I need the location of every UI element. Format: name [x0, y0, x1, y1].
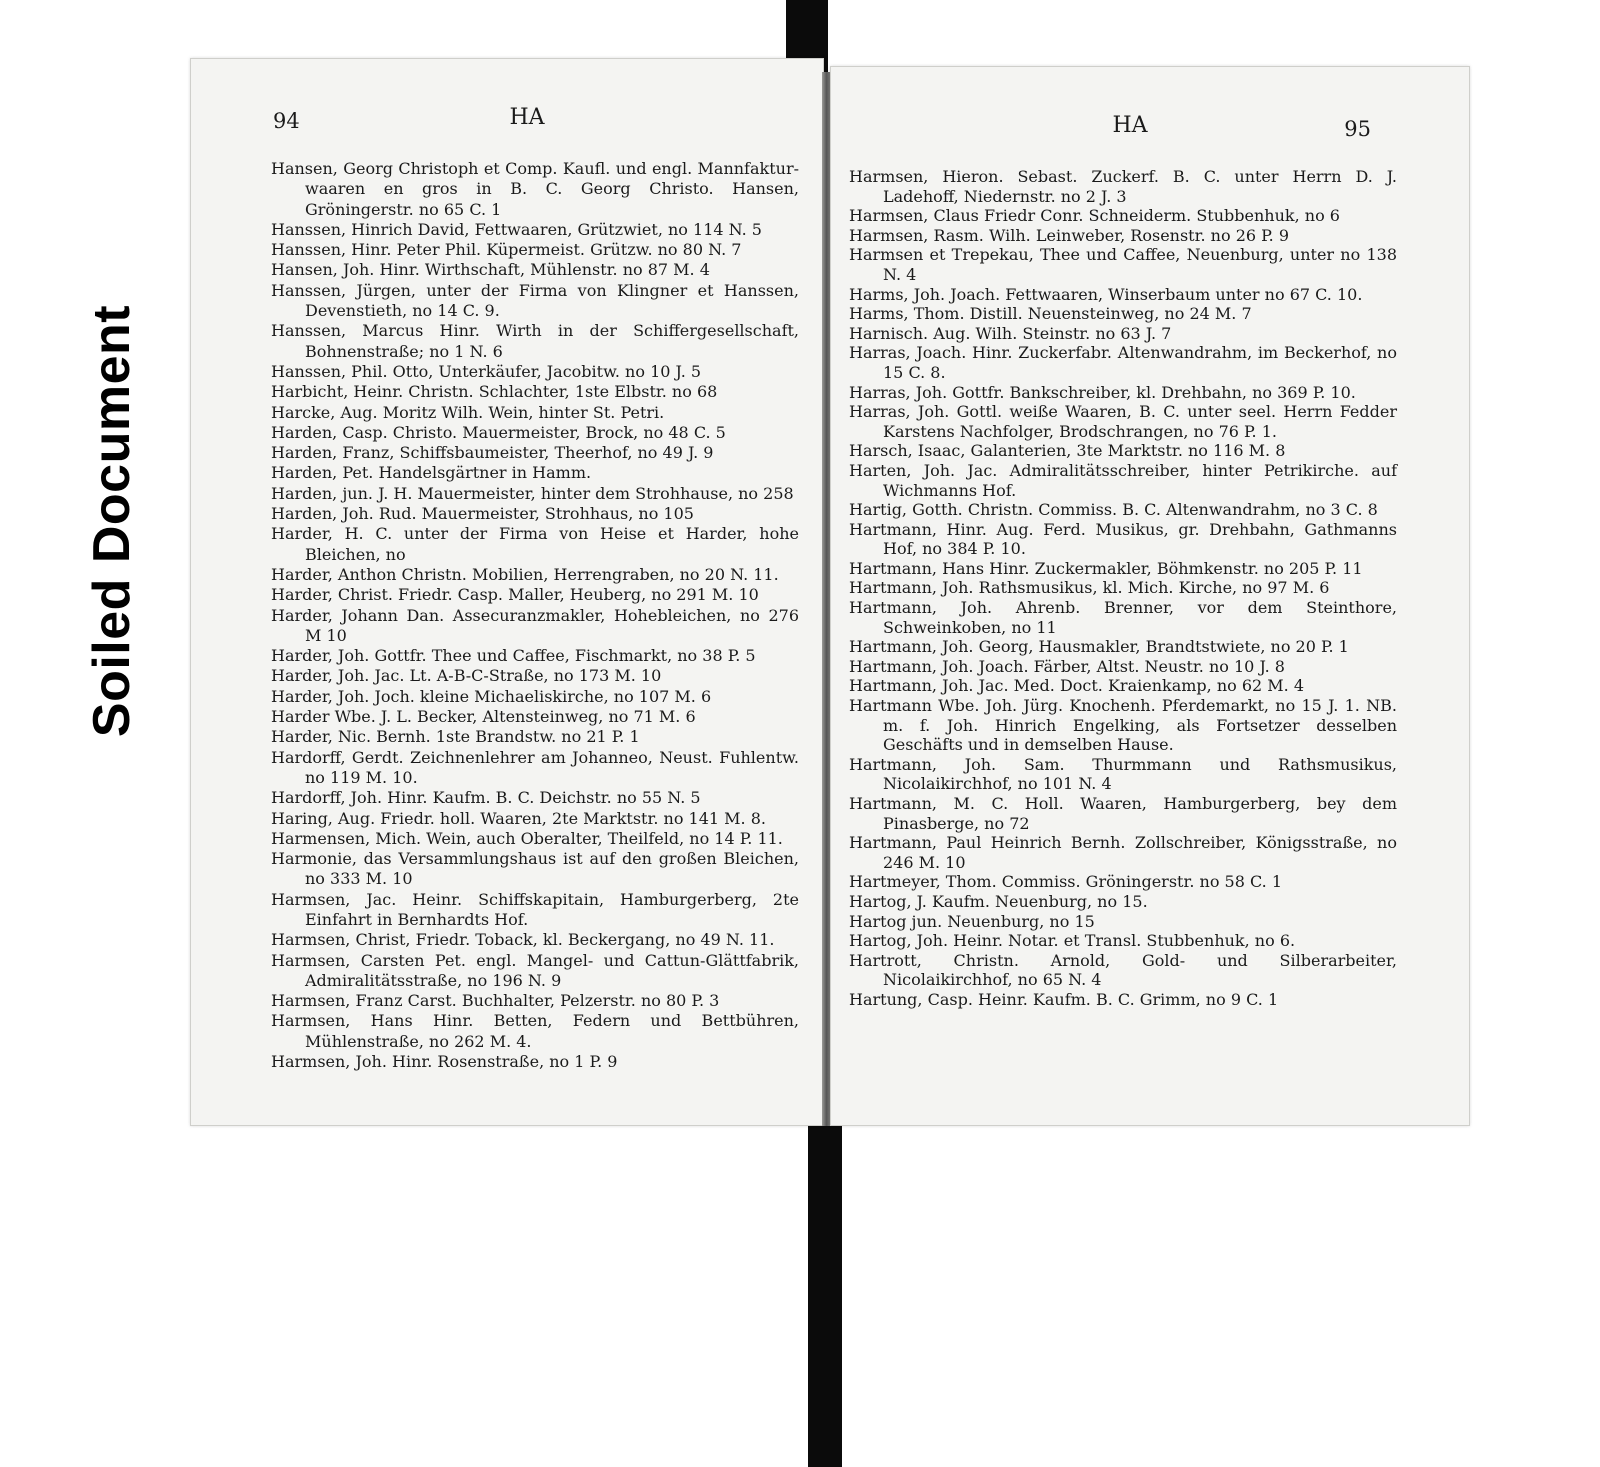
directory-entry: Hartig, Gotth. Christn. Commiss. B. C. Altenwandrahm, no 3 C. 8 [849, 500, 1378, 520]
directory-entry: Hansen, Georg Christoph et Comp. Kaufl. und engl. Mannfaktur-waaren en gros in B. C. Georg Christo. Hansen, Gröningerstr. no 65 C. 1 [271, 159, 799, 219]
directory-entry: Harms, Thom. Distill. Neuensteinweg, no 24 M. 7 [849, 304, 1252, 324]
directory-entry: Hanssen, Phil. Otto, Unterkäufer, Jacobitw. no 10 J. 5 [271, 361, 702, 381]
directory-entry: Harnisch. Aug. Wilh. Steinstr. no 63 J. 7 [849, 323, 1172, 343]
directory-entry: Harmsen et Trepekau, Thee und Caffee, Neuenburg, unter no 138 N. 4 [849, 245, 1397, 284]
directory-entry: Harmsen, Claus Friedr Conr. Schneiderm. Stubbenhuk, no 6 [849, 206, 1340, 226]
directory-entry: Harbicht, Heinr. Christn. Schlachter, 1ste Elbstr. no 68 [271, 382, 718, 402]
left-running-head: HA [509, 105, 545, 130]
directory-entry: Hartmann, M. C. Holl. Waaren, Hamburgerberg, bey dem Pinasberge, no 72 [849, 794, 1397, 833]
directory-entry: Hartung, Casp. Heinr. Kaufm. B. C. Grimm, no 9 C. 1 [849, 989, 1279, 1009]
left-page-number: 94 [273, 109, 300, 133]
document-condition-label [62, 276, 162, 766]
directory-entry: Hartog jun. Neuenburg, no 15 [849, 911, 1095, 931]
directory-entry: Hanssen, Jürgen, unter der Firma von Klingner et Hanssen, Devenstieth, no 14 C. 9. [271, 280, 799, 321]
directory-entry: Harcke, Aug. Moritz Wilh. Wein, hinter St. Petri. [271, 402, 665, 422]
directory-entry: Harden, Pet. Handelsgärtner in Hamm. [271, 463, 592, 483]
directory-entry: Harras, Joach. Hinr. Zuckerfabr. Altenwandrahm, im Beckerhof, no 15 C. 8. [849, 343, 1397, 382]
directory-entry: Hanssen, Marcus Hinr. Wirth in der Schiffergesellschaft, Bohnenstraße; no 1 N. 6 [271, 321, 799, 361]
directory-entry: Hartmann, Joh. Sam. Thurmmann und Rathsmusikus, Nicolaikirchhof, no 101 N. 4 [849, 754, 1397, 794]
directory-entry: Hardorff, Joh. Hinr. Kaufm. B. C. Deichstr. no 55 N. 5 [271, 788, 701, 808]
directory-entry: Harden, Franz, Schiffsbaumeister, Theerhof, no 49 J. 9 [271, 443, 714, 463]
directory-entry: Harder, Nic. Bernh. 1ste Brandstw. no 21 P. 1 [271, 727, 640, 747]
directory-entry: Hartog, Joh. Heinr. Notar. et Transl. Stubbenhuk, no 6. [849, 931, 1296, 951]
directory-entry: Harmsen, Jac. Heinr. Schiffskapitain, Hamburgerberg, 2te Einfahrt in Bernhardts Hof. [271, 889, 799, 929]
directory-entry: Hanssen, Hinr. Peter Phil. Küpermeist. Grützw. no 80 N. 7 [271, 240, 742, 260]
directory-entry: Hartmann Wbe. Joh. Jürg. Knochenh. Pferdemarkt, no 15 J. 1. NB. m. f. Joh. Hinrich Engelking, als Fortsetzer desselben Geschäfts und in demselben Hause. [849, 696, 1397, 755]
directory-entry: Harder, H. C. unter der Firma von Heise et Harder, hohe Bleichen, no [271, 524, 799, 564]
directory-entry: Hartog, J. Kaufm. Neuenburg, no 15. [849, 891, 1148, 911]
directory-entry: Harder, Christ. Friedr. Casp. Maller, Heuberg, no 291 M. 10 [271, 585, 759, 605]
directory-entry: Harder, Joh. Joch. kleine Michaeliskirche, no 107 M. 6 [271, 686, 712, 706]
right-page [830, 66, 1470, 1126]
document-condition-text: Soiled Document [83, 304, 141, 738]
directory-entry: Harras, Joh. Gottl. weiße Waaren, B. C. unter seel. Herrn Fedder Karstens Nachfolger, Brodschrangen, no 76 P. 1. [849, 402, 1397, 441]
directory-entry: Harden, jun. J. H. Mauermeister, hinter dem Strohhause, no 258 [271, 483, 794, 503]
directory-entry: Hartmann, Joh. Joach. Färber, Altst. Neustr. no 10 J. 8 [849, 656, 1285, 676]
directory-entry: Hartrott, Christn. Arnold, Gold- und Silberarbeiter, Nicolaikirchhof, no 65 N. 4 [849, 950, 1397, 990]
directory-entry: Harmonie, das Versammlungshaus ist auf den großen Bleichen, no 333 M. 10 [271, 849, 799, 889]
directory-entry: Harmensen, Mich. Wein, auch Oberalter, Theilfeld, no 14 P. 11. [271, 828, 783, 848]
directory-entry: Hartmann, Joh. Georg, Hausmakler, Brandtstwiete, no 20 P. 1 [849, 637, 1349, 657]
directory-entry: Harmsen, Hieron. Sebast. Zuckerf. B. C. unter Herrn D. J. Ladehoff, Niedernstr. no 2 J. 3 [849, 167, 1397, 206]
directory-entry: Harras, Joh. Gottfr. Bankschreiber, kl. Drehbahn, no 369 P. 10. [849, 382, 1356, 402]
directory-entry: Harmsen, Carsten Pet. engl. Mangel- und Cattun-Glättfabrik, Admiralitätsstraße, no 196 N. 9 [271, 950, 799, 990]
directory-entry: Harder, Joh. Gottfr. Thee und Caffee, Fischmarkt, no 38 P. 5 [271, 646, 756, 666]
directory-entry: Harmsen, Christ, Friedr. Toback, kl. Beckergang, no 49 N. 11. [271, 930, 775, 950]
right-page-number: 95 [1344, 117, 1371, 141]
directory-entry: Harder Wbe. J. L. Becker, Altensteinweg, no 71 M. 6 [271, 707, 696, 727]
directory-entry: Harsch, Isaac, Galanterien, 3te Marktstr. no 116 M. 8 [849, 441, 1286, 461]
directory-entry: Harms, Joh. Joach. Fettwaaren, Winserbaum unter no 67 C. 10. [849, 284, 1363, 304]
directory-entry: Harmsen, Rasm. Wilh. Leinweber, Rosenstr. no 26 P. 9 [849, 225, 1290, 245]
right-directory-entries [849, 167, 1397, 1010]
right-running-head: HA [1112, 113, 1148, 138]
left-page [190, 58, 824, 1126]
directory-entry: Hansen, Joh. Hinr. Wirthschaft, Mühlenstr. no 87 M. 4 [271, 260, 710, 280]
directory-entry: Harder, Anthon Christn. Mobilien, Herrengraben, no 20 N. 11. [271, 564, 779, 584]
directory-entry: Harden, Casp. Christo. Mauermeister, Brock, no 48 C. 5 [271, 422, 726, 442]
right-page-header [831, 107, 1469, 143]
directory-entry: Hartmeyer, Thom. Commiss. Gröningerstr. no 58 C. 1 [849, 872, 1283, 892]
directory-entry: Harmsen, Joh. Hinr. Rosenstraße, no 1 P. 9 [271, 1052, 618, 1072]
directory-entry: Hartmann, Joh. Jac. Med. Doct. Kraienkamp, no 62 M. 4 [849, 676, 1305, 696]
directory-entry: Harder, Johann Dan. Assecuranzmakler, Hohebleichen, no 276 M 10 [271, 605, 799, 645]
directory-entry: Harmsen, Hans Hinr. Betten, Federn und Bettbühren, Mühlenstraße, no 262 M. 4. [271, 1011, 799, 1051]
directory-entry: Hartmann, Joh. Rathsmusikus, kl. Mich. Kirche, no 97 M. 6 [849, 578, 1330, 598]
directory-entry: Harmsen, Franz Carst. Buchhalter, Pelzerstr. no 80 P. 3 [271, 991, 720, 1011]
directory-entry: Harden, Joh. Rud. Mauermeister, Strohhaus, no 105 [271, 504, 694, 524]
left-directory-entries [271, 159, 799, 1072]
directory-entry: Hartmann, Hinr. Aug. Ferd. Musikus, gr. Drehbahn, Gathmanns Hof, no 384 P. 10. [849, 519, 1397, 559]
directory-entry: Hartmann, Joh. Ahrenb. Brenner, vor dem Steinthore, Schweinkoben, no 11 [849, 598, 1397, 637]
directory-entry: Hartmann, Paul Heinrich Bernh. Zollschreiber, Königsstraße, no 246 M. 10 [849, 833, 1397, 872]
binding-strip-bottom [808, 1125, 842, 1467]
left-page-header [191, 99, 823, 135]
directory-entry: Harten, Joh. Jac. Admiralitätsschreiber, hinter Petrikirche. auf Wichmanns Hof. [849, 460, 1397, 500]
directory-entry: Harder, Joh. Jac. Lt. A-B-C-Straße, no 173 M. 10 [271, 666, 662, 686]
directory-entry: Hanssen, Hinrich David, Fettwaaren, Grützwiet, no 114 N. 5 [271, 219, 762, 239]
directory-entry: Haring, Aug. Friedr. holl. Waaren, 2te Marktstr. no 141 M. 8. [271, 808, 766, 828]
directory-entry: Hartmann, Hans Hinr. Zuckermakler, Böhmkenstr. no 205 P. 11 [849, 558, 1363, 578]
directory-entry: Hardorff, Gerdt. Zeichnenlehrer am Johanneo, Neust. Fuhlentw. no 119 M. 10. [271, 747, 799, 787]
